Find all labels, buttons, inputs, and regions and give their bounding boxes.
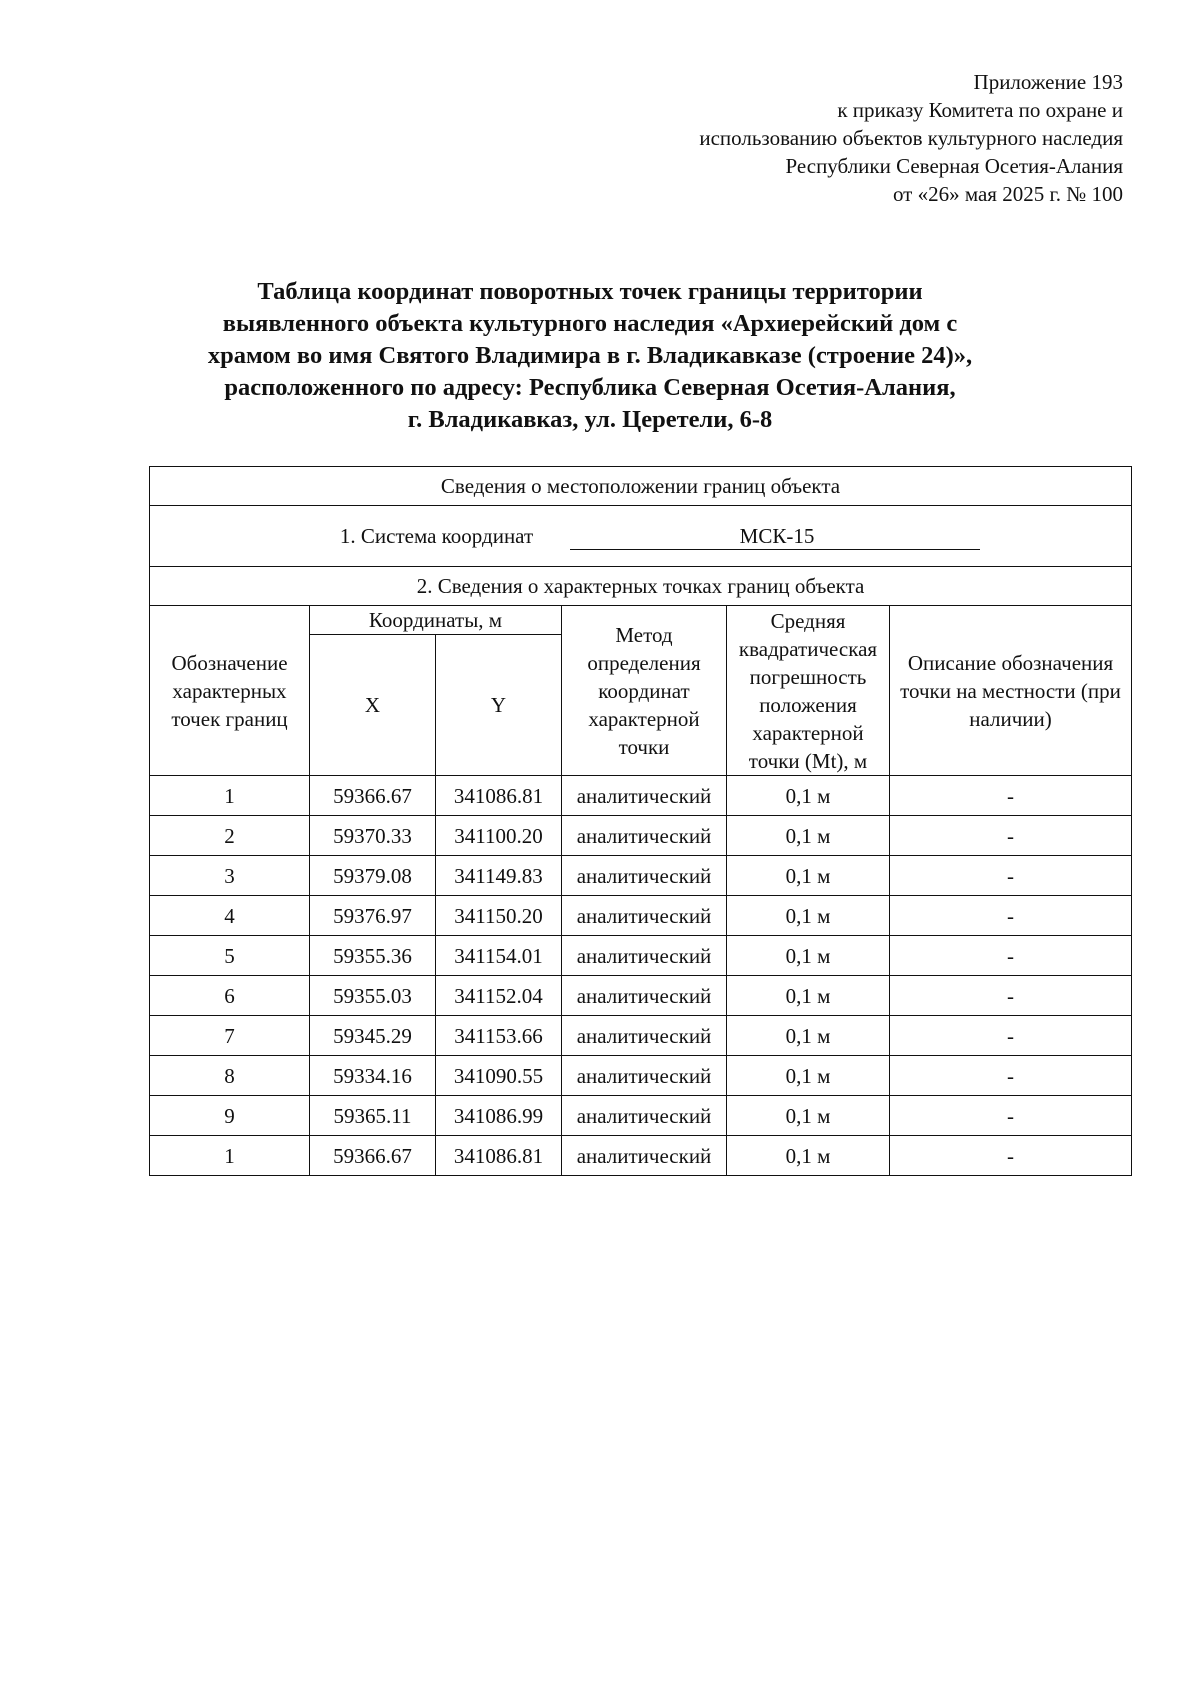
method-cell: аналитический [562, 1096, 727, 1136]
table-row [150, 976, 1132, 1016]
coordinate-x-cell: 59376.97 [310, 896, 436, 936]
title-line-2: выявленного объекта культурного наследия «Архиерейский дом с [222, 310, 958, 337]
order-reference-line-3: Республики Северная Осетия-Алания [785, 154, 1123, 178]
point-id-cell: 6 [150, 976, 310, 1016]
coordinate-y-cell: 341100.20 [436, 816, 562, 856]
coordinate-y-cell: 341154.01 [436, 936, 562, 976]
error-cell: 0,1 м [727, 976, 890, 1016]
error-cell: 0,1 м [727, 1136, 890, 1176]
coordinate-x-cell: 59334.16 [310, 1056, 436, 1096]
description-cell: - [890, 1056, 1132, 1096]
column-header-method: Метод определения координат характерной точки [562, 606, 727, 776]
error-cell: 0,1 м [727, 776, 890, 816]
section-title-row [150, 467, 1132, 506]
coordinate-system-row [150, 506, 1132, 567]
coordinate-x-cell: 59345.29 [310, 1016, 436, 1056]
description-cell: - [890, 1016, 1132, 1056]
coordinate-system-label: 1. Система координат [339, 524, 534, 548]
description-cell: - [890, 816, 1132, 856]
table-row [150, 816, 1132, 856]
coordinates-table [149, 466, 1132, 1176]
point-id-cell: 3 [150, 856, 310, 896]
points-title: 2. Сведения о характерных точках границ объекта [150, 567, 1132, 606]
table-row [150, 776, 1132, 816]
point-id-cell: 4 [150, 896, 310, 936]
column-header-error: Средняя квадратическая погрешность положения характерной точки (Mt), м [727, 606, 890, 776]
coordinate-y-cell: 341153.66 [436, 1016, 562, 1056]
description-cell: - [890, 976, 1132, 1016]
description-cell: - [890, 1136, 1132, 1176]
method-cell: аналитический [562, 1136, 727, 1176]
description-cell: - [890, 896, 1132, 936]
column-header-row [150, 606, 1132, 635]
coordinate-x-cell: 59366.67 [310, 776, 436, 816]
coordinate-y-cell: 341090.55 [436, 1056, 562, 1096]
title-line-3: храмом во имя Святого Владимира в г. Владикавказе (строение 24)», [207, 342, 973, 369]
error-cell: 0,1 м [727, 936, 890, 976]
point-id-cell: 1 [150, 1136, 310, 1176]
point-id-cell: 2 [150, 816, 310, 856]
point-id-cell: 7 [150, 1016, 310, 1056]
coordinate-y-cell: 341152.04 [436, 976, 562, 1016]
title-line-5: г. Владикавказ, ул. Церетели, 6-8 [407, 406, 773, 433]
description-cell: - [890, 776, 1132, 816]
column-header-designation: Обозначение характерных точек границ [150, 606, 310, 776]
coordinate-y-cell: 341150.20 [436, 896, 562, 936]
appendix-header [523, 68, 1123, 208]
method-cell: аналитический [562, 776, 727, 816]
table-row [150, 936, 1132, 976]
point-id-cell: 9 [150, 1096, 310, 1136]
method-cell: аналитический [562, 1016, 727, 1056]
method-cell: аналитический [562, 1056, 727, 1096]
points-title-row [150, 567, 1132, 606]
appendix-number: Приложение 193 [973, 70, 1123, 94]
section-title: Сведения о местоположении границ объекта [150, 467, 1132, 506]
table-row [150, 1056, 1132, 1096]
point-id-cell: 5 [150, 936, 310, 976]
method-cell: аналитический [562, 856, 727, 896]
document-title [140, 276, 1040, 436]
coordinate-system-value: МСК-15 [570, 523, 980, 550]
coordinate-y-cell: 341086.99 [436, 1096, 562, 1136]
title-line-1: Таблица координат поворотных точек границы территории [257, 278, 923, 305]
error-cell: 0,1 м [727, 1016, 890, 1056]
coordinate-y-cell: 341149.83 [436, 856, 562, 896]
order-reference-line-2: использованию объектов культурного наследия [699, 126, 1123, 150]
error-cell: 0,1 м [727, 1096, 890, 1136]
coordinate-x-cell: 59355.36 [310, 936, 436, 976]
table-row [150, 896, 1132, 936]
order-date-number: от «26» мая 2025 г. № 100 [892, 182, 1123, 206]
point-id-cell: 8 [150, 1056, 310, 1096]
coordinate-x-cell: 59365.11 [310, 1096, 436, 1136]
column-header-description: Описание обозначения точки на местности (при наличии) [890, 606, 1132, 776]
method-cell: аналитический [562, 936, 727, 976]
error-cell: 0,1 м [727, 856, 890, 896]
column-header-x: X [310, 635, 436, 776]
description-cell: - [890, 856, 1132, 896]
error-cell: 0,1 м [727, 1056, 890, 1096]
table-row [150, 856, 1132, 896]
table-row [150, 1136, 1132, 1176]
coordinate-x-cell: 59379.08 [310, 856, 436, 896]
table-row [150, 1096, 1132, 1136]
point-id-cell: 1 [150, 776, 310, 816]
description-cell: - [890, 1096, 1132, 1136]
coordinate-y-cell: 341086.81 [436, 776, 562, 816]
table-row [150, 1016, 1132, 1056]
title-line-4: расположенного по адресу: Республика Северная Осетия-Алания, [224, 374, 956, 401]
error-cell: 0,1 м [727, 896, 890, 936]
column-header-y: Y [436, 635, 562, 776]
coordinate-x-cell: 59370.33 [310, 816, 436, 856]
description-cell: - [890, 936, 1132, 976]
order-reference-line-1: к приказу Комитета по охране и [837, 98, 1123, 122]
coordinate-y-cell: 341086.81 [436, 1136, 562, 1176]
column-header-coordinates: Координаты, м [310, 606, 562, 635]
error-cell: 0,1 м [727, 816, 890, 856]
method-cell: аналитический [562, 896, 727, 936]
method-cell: аналитический [562, 816, 727, 856]
coordinate-x-cell: 59355.03 [310, 976, 436, 1016]
coordinate-x-cell: 59366.67 [310, 1136, 436, 1176]
method-cell: аналитический [562, 976, 727, 1016]
